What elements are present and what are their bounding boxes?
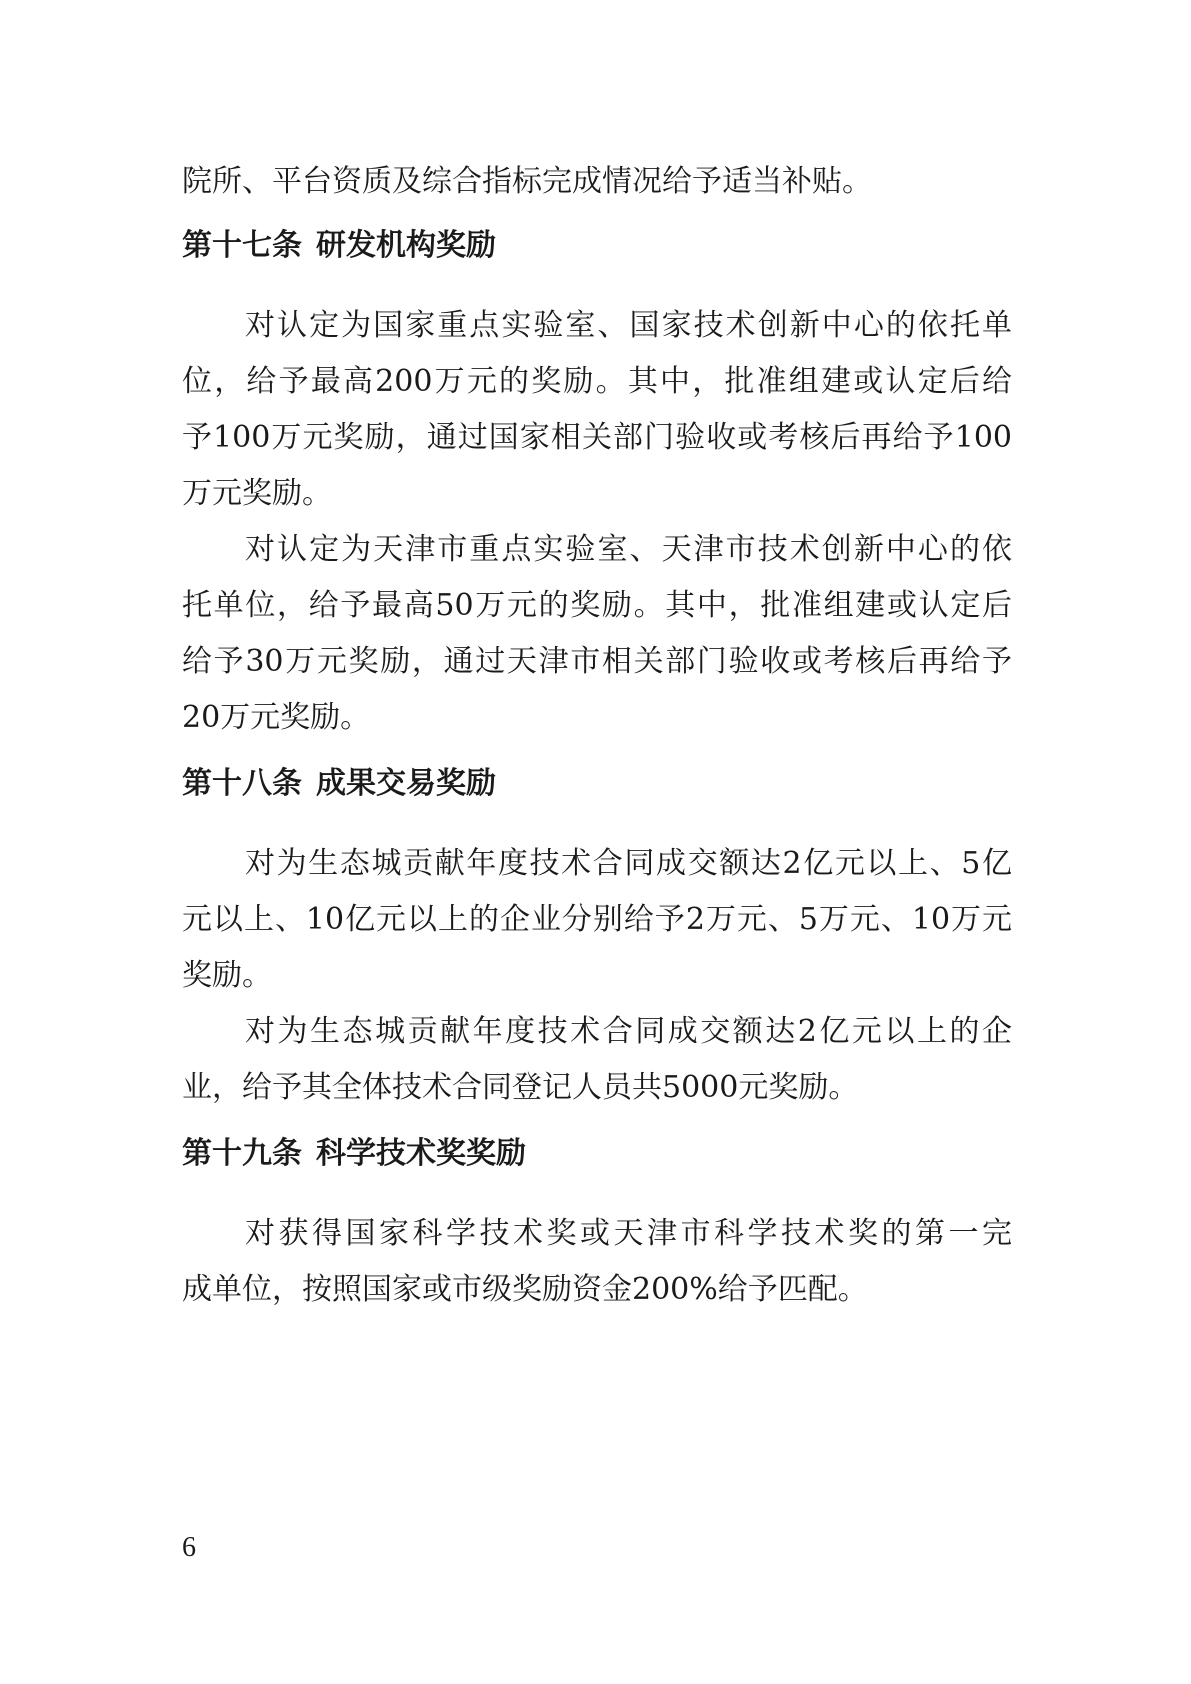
article-18-p1-line-3: 奖励。 xyxy=(182,958,272,993)
article-17-p2-line-3: 给予30万元奖励，通过天津市相关部门验收或考核后再给予 xyxy=(182,644,1012,679)
article-18-p2-line-1: 对为生态城贡献年度技术合同成交额达2亿元以上的企 xyxy=(245,1014,1012,1049)
article-17-title: 研发机构奖励 xyxy=(316,228,496,263)
article-17-p2-line-1: 对认定为天津市重点实验室、天津市技术创新中心的依 xyxy=(245,532,1012,567)
article-18-heading xyxy=(182,764,496,804)
article-19-p1-line-2: 成单位，按照国家或市级奖励资金200%给予匹配。 xyxy=(182,1272,868,1307)
article-19-number: 第十九条 xyxy=(182,1136,302,1171)
article-17-heading xyxy=(182,226,496,266)
article-17-p1-line-3: 予100万元奖励，通过国家相关部门验收或考核后再给予100 xyxy=(182,420,1012,455)
article-17-p2-line-2: 托单位，给予最高50万元的奖励。其中，批准组建或认定后 xyxy=(182,588,1012,623)
page-number: 6 xyxy=(182,1532,196,1563)
article-17-p1-line-1: 对认定为国家重点实验室、国家技术创新中心的依托单 xyxy=(245,308,1012,343)
article-18-p1-line-1: 对为生态城贡献年度技术合同成交额达2亿元以上、5亿 xyxy=(245,846,1012,881)
article-18-title: 成果交易奖励 xyxy=(316,766,496,801)
article-18-p1-line-2: 元以上、10亿元以上的企业分别给予2万元、5万元、10万元 xyxy=(182,902,1012,937)
article-19-p1-line-1: 对获得国家科学技术奖或天津市科学技术奖的第一完 xyxy=(245,1216,1012,1251)
article-17-p1-line-2: 位，给予最高200万元的奖励。其中，批准组建或认定后给 xyxy=(182,364,1012,399)
lead-line: 院所、平台资质及综合指标完成情况给予适当补贴。 xyxy=(182,164,872,199)
article-17-number: 第十七条 xyxy=(182,228,302,263)
article-17-p2-line-4: 20万元奖励。 xyxy=(182,700,371,735)
article-18-number: 第十八条 xyxy=(182,766,302,801)
article-19-heading xyxy=(182,1134,526,1174)
article-18-p2-line-2: 业，给予其全体技术合同登记人员共5000元奖励。 xyxy=(182,1070,859,1105)
article-17-p1-line-4: 万元奖励。 xyxy=(182,476,332,511)
article-19-title: 科学技术奖奖励 xyxy=(316,1136,526,1171)
